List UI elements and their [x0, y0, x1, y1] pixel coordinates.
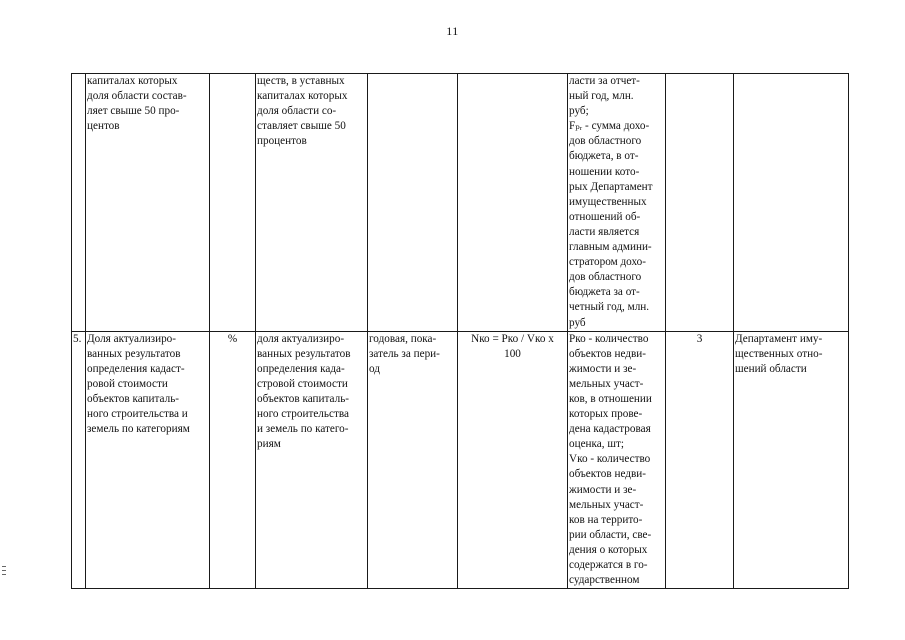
- cell-unit: [210, 74, 256, 332]
- cell-formula: [458, 74, 568, 332]
- cell-periodicity: годовая, пока- затель за пери- од: [368, 331, 458, 589]
- cell-periodicity: [368, 74, 458, 332]
- page-number: 11: [446, 24, 459, 38]
- margin-mark: [2, 570, 6, 571]
- cell-definition: ществ, в уставных капиталах которых доля области со- ставляет свыше 50 процентов: [256, 74, 368, 332]
- cell-unit: %: [210, 331, 256, 589]
- table-row: [72, 74, 849, 332]
- cell-method: 3: [666, 331, 734, 589]
- cell-variables: Рко - количество объектов недви- жимости и зе- мельных участ- ков, в отношении которых прове- дена кадастровая оценка, шт; Vко - количество объектов недви- жимости и зе- мельных участ- ков на террито- рии области, све- дения о которых содержатся в го- сударственном: [568, 331, 666, 589]
- margin-mark: [2, 566, 6, 567]
- cell-definition: доля актуализиро- ванных результатов определения када- стровой стоимости объектов капиталь- ного строительства и земель по катего- риям: [256, 331, 368, 589]
- cell-name: Доля актуализиро- ванных результатов определения кадаст- ровой стоимости объектов капиталь- ного строительства и земель по категориям: [86, 331, 210, 589]
- margin-mark: [2, 574, 6, 575]
- cell-name: капиталах которых доля области состав- ляет свыше 50 про- центов: [86, 74, 210, 332]
- table-row: [72, 331, 849, 589]
- indicators-table: [71, 73, 849, 589]
- cell-responsible: [734, 74, 849, 332]
- cell-method: [666, 74, 734, 332]
- cell-index: 5.: [72, 331, 86, 589]
- cell-variables: ласти за отчет- ный год, млн. руб; Fₚᵣ - сумма дохо- дов областного бюджета, в от- ношении кото- рых Департамент имущественных отношений об- ласти является главным админи- стратором дохо- дов областного бюджета за от- четный год, млн. руб: [568, 74, 666, 332]
- cell-formula: Nко = Рко / Vко х 100: [458, 331, 568, 589]
- cell-index: [72, 74, 86, 332]
- cell-responsible: Департамент иму- щественных отно- шений области: [734, 331, 849, 589]
